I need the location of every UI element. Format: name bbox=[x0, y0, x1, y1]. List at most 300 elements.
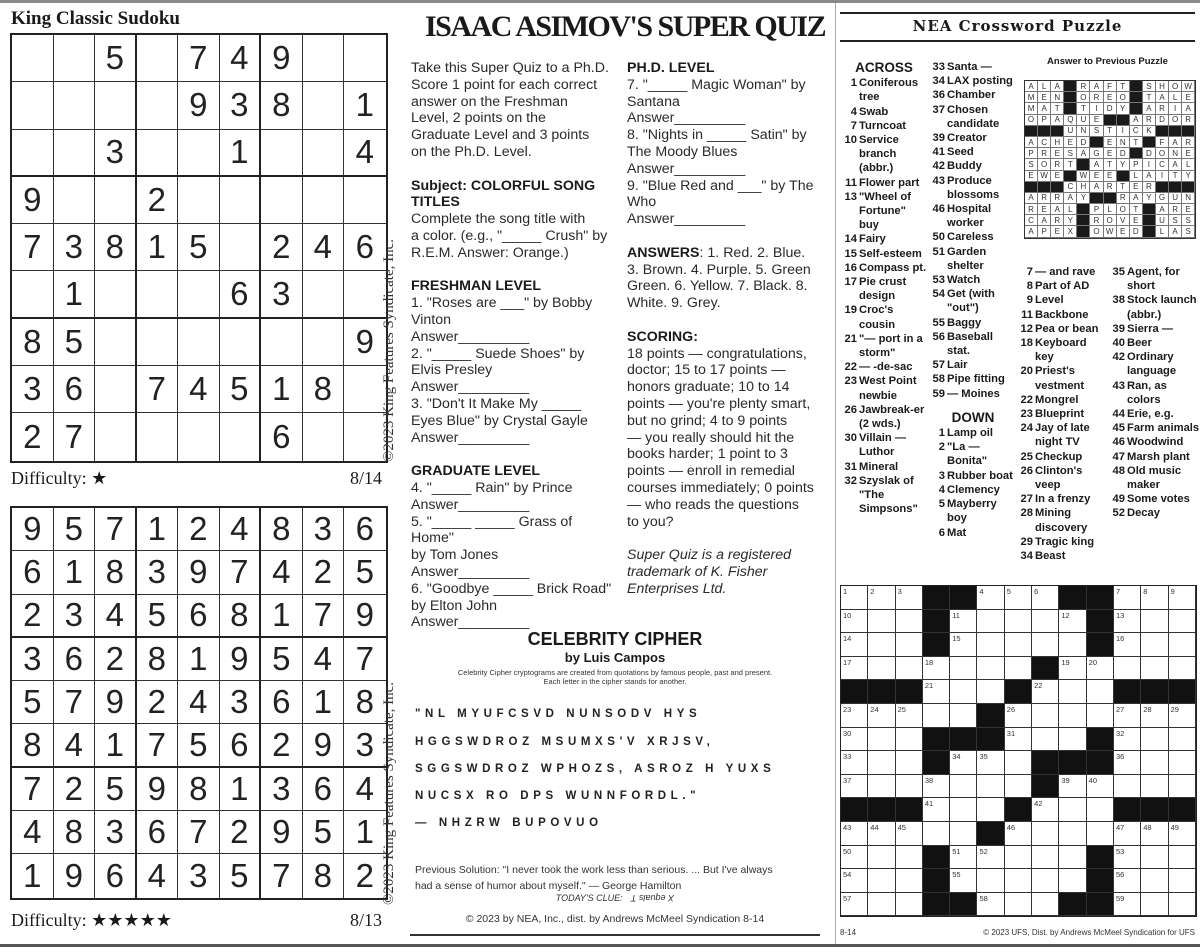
prev-letter-cell: M bbox=[1025, 103, 1038, 114]
crossword-cell[interactable] bbox=[1141, 704, 1168, 728]
prev-letter-cell: G bbox=[1156, 193, 1169, 204]
crossword-cell[interactable] bbox=[1059, 775, 1086, 799]
crossword-cell[interactable] bbox=[1005, 751, 1032, 775]
crossword-cell[interactable] bbox=[1169, 822, 1196, 846]
phd-line: Answer_________ bbox=[627, 110, 746, 127]
clue-text: Backbone bbox=[1035, 308, 1089, 321]
crossword-cell[interactable] bbox=[1005, 704, 1032, 728]
prev-letter-cell: E bbox=[1038, 92, 1051, 103]
crossword-cell[interactable] bbox=[1114, 822, 1141, 846]
freshman-line: Answer_________ bbox=[411, 429, 530, 446]
sudoku-solution-cell: 5 bbox=[220, 854, 262, 897]
clue-number: 34 bbox=[932, 75, 945, 88]
crossword-cell[interactable] bbox=[868, 751, 895, 775]
clue-text: West Point newbie bbox=[859, 375, 917, 402]
crossword-cell[interactable] bbox=[1114, 751, 1141, 775]
clue-text: Szyslak of "The Simpsons" bbox=[859, 474, 918, 516]
crossword-cell[interactable] bbox=[1169, 893, 1196, 917]
sudoku-solution-cell: 7 bbox=[12, 768, 54, 811]
crossword-cell[interactable] bbox=[977, 586, 1004, 610]
clue-text: Tragic king bbox=[1035, 535, 1095, 548]
crossword-cell[interactable] bbox=[1005, 846, 1032, 870]
crossword-cell[interactable] bbox=[1087, 798, 1114, 822]
scoring-line: but no grind; 4 to 9 points bbox=[627, 412, 788, 429]
sudoku-puzzle-cell bbox=[137, 271, 179, 318]
crossword-cell[interactable] bbox=[1005, 586, 1032, 610]
crossword-cell[interactable] bbox=[1169, 704, 1196, 728]
prev-letter-cell: Q bbox=[1064, 115, 1077, 126]
across-clue bbox=[928, 273, 1018, 287]
sudoku-solution-cell: 7 bbox=[303, 595, 345, 638]
clue-text: Hospital worker bbox=[947, 203, 992, 230]
crossword-cell[interactable] bbox=[1141, 633, 1168, 657]
crossword-cell[interactable] bbox=[841, 751, 868, 775]
crossword-cell[interactable] bbox=[896, 586, 923, 610]
sudoku-puzzle-cell: 7 bbox=[137, 366, 179, 413]
sudoku-solution-cell: 2 bbox=[303, 551, 345, 594]
clue-number: 12 bbox=[1020, 322, 1033, 335]
crossword-cell[interactable] bbox=[1059, 610, 1086, 634]
scoring-line: — who reads the questions bbox=[627, 496, 799, 513]
crossword-cell[interactable] bbox=[1005, 728, 1032, 752]
clue-text: Part of AD bbox=[1035, 280, 1090, 293]
crossword-cell[interactable] bbox=[896, 610, 923, 634]
crossword-cell[interactable] bbox=[1114, 610, 1141, 634]
prev-letter-cell: S bbox=[1143, 81, 1156, 92]
sudoku-solution-cell: 7 bbox=[54, 681, 96, 724]
prev-letter-cell: Y bbox=[1117, 159, 1130, 170]
sudoku-solution-cell: 4 bbox=[12, 811, 54, 854]
quiz-intro-line: answer on the Freshman bbox=[411, 93, 568, 110]
crossword-black-cell bbox=[1114, 680, 1141, 704]
crossword-cell[interactable] bbox=[977, 633, 1004, 657]
crossword-cell[interactable] bbox=[841, 893, 868, 917]
prev-black-cell bbox=[1064, 103, 1077, 114]
prev-letter-cell: E bbox=[1104, 171, 1117, 182]
sudoku-puzzle-cell: 6 bbox=[54, 366, 96, 413]
prev-black-cell bbox=[1038, 126, 1051, 137]
crossword-cell[interactable] bbox=[1032, 893, 1059, 917]
crossword-cell[interactable] bbox=[923, 775, 950, 799]
clue-number: 31 bbox=[844, 460, 857, 473]
prev-letter-cell: L bbox=[1169, 92, 1182, 103]
crossword-cell[interactable] bbox=[896, 893, 923, 917]
crossword-cell[interactable] bbox=[841, 586, 868, 610]
crossword-cell[interactable] bbox=[1114, 869, 1141, 893]
crossword-cell[interactable] bbox=[868, 869, 895, 893]
clue-text: Seed bbox=[947, 146, 974, 159]
clue-number: 1 bbox=[938, 427, 945, 440]
crossword-black-cell bbox=[1114, 798, 1141, 822]
freshman-line: 1. "Roses are ___" by Bobby bbox=[411, 295, 593, 312]
crossword-cell[interactable] bbox=[896, 657, 923, 681]
sudoku-puzzle-cell: 4 bbox=[220, 35, 262, 82]
prev-letter-cell: E bbox=[1104, 137, 1117, 148]
crossword-cell[interactable] bbox=[1087, 704, 1114, 728]
crossword-cell[interactable] bbox=[1005, 657, 1032, 681]
quiz-subject-line: Complete the song title with bbox=[411, 211, 586, 228]
prev-letter-cell: A bbox=[1077, 148, 1090, 159]
crossword-cell[interactable] bbox=[868, 633, 895, 657]
crossword-cell[interactable] bbox=[868, 893, 895, 917]
clue-number: 50 bbox=[932, 231, 945, 244]
crossword-cell-number: 13 bbox=[1115, 610, 1125, 620]
crossword-cell[interactable] bbox=[1005, 610, 1032, 634]
sudoku-puzzle-cell: 9 bbox=[12, 177, 54, 224]
prev-black-cell bbox=[1143, 226, 1156, 237]
crossword-cell-number: 10 bbox=[843, 610, 852, 620]
across-clue bbox=[840, 232, 928, 246]
crossword-cell[interactable] bbox=[1169, 728, 1196, 752]
crossword-cell[interactable] bbox=[1169, 751, 1196, 775]
crossword-cell[interactable] bbox=[1059, 798, 1086, 822]
crossword-cell[interactable] bbox=[896, 775, 923, 799]
crossword-cell[interactable] bbox=[1114, 775, 1141, 799]
sudoku-solution-cell: 1 bbox=[220, 768, 262, 811]
prev-black-cell bbox=[1182, 126, 1195, 137]
crossword-cell[interactable] bbox=[1141, 610, 1168, 634]
crossword-cell[interactable] bbox=[896, 822, 923, 846]
crossword-black-cell bbox=[841, 798, 868, 822]
crossword-cell[interactable] bbox=[1059, 657, 1086, 681]
crossword-cell[interactable] bbox=[1032, 680, 1059, 704]
sudoku-puzzle-cell bbox=[344, 271, 386, 318]
crossword-cell[interactable] bbox=[1087, 775, 1114, 799]
sudoku-puzzle-cell bbox=[261, 130, 303, 177]
prev-letter-cell: E bbox=[1130, 215, 1143, 226]
crossword-cell[interactable] bbox=[977, 751, 1004, 775]
crossword-cell[interactable] bbox=[1005, 893, 1032, 917]
clue-text: Buddy bbox=[947, 160, 982, 173]
clue-text: Decay bbox=[1127, 507, 1160, 520]
crossword-cell[interactable] bbox=[1059, 869, 1086, 893]
clue-text: Keyboard key bbox=[1035, 337, 1087, 364]
crossword-cell[interactable] bbox=[868, 586, 895, 610]
crossword-cell[interactable] bbox=[1059, 846, 1086, 870]
crossword-cell[interactable] bbox=[1059, 728, 1086, 752]
crossword-cell[interactable] bbox=[1032, 869, 1059, 893]
crossword-cell[interactable] bbox=[896, 751, 923, 775]
sudoku-solution-cell: 9 bbox=[344, 595, 386, 638]
crossword-cell[interactable] bbox=[896, 704, 923, 728]
sudoku-solution-cell: 3 bbox=[344, 724, 386, 767]
clue-number: 46 bbox=[932, 203, 945, 216]
clue-text: Jay of late night TV bbox=[1035, 422, 1090, 449]
sudoku-solution-cell: 6 bbox=[95, 854, 137, 897]
prev-letter-cell: T bbox=[1169, 171, 1182, 182]
sudoku-solution-cell: 6 bbox=[261, 681, 303, 724]
prev-letter-cell: A bbox=[1143, 171, 1156, 182]
prev-letter-cell: T bbox=[1117, 81, 1130, 92]
prev-letter-cell: R bbox=[1117, 193, 1130, 204]
crossword-black-cell bbox=[1087, 869, 1114, 893]
cipher-line-1: "NL MYUFCSVD NUNSODV HYS bbox=[415, 708, 702, 720]
crossword-black-cell bbox=[977, 822, 1004, 846]
crossword-cell[interactable] bbox=[977, 846, 1004, 870]
crossword-cell[interactable] bbox=[923, 704, 950, 728]
clue-number: 38 bbox=[1112, 294, 1125, 307]
prev-letter-cell: A bbox=[1090, 182, 1103, 193]
crossword-cell-number: 59 bbox=[1115, 893, 1125, 903]
crossword-cell[interactable] bbox=[868, 610, 895, 634]
prev-letter-cell: E bbox=[1182, 204, 1195, 215]
crossword-cell[interactable] bbox=[1141, 775, 1168, 799]
crossword-cell[interactable] bbox=[841, 728, 868, 752]
crossword-cell[interactable] bbox=[923, 822, 950, 846]
down-clue bbox=[1016, 393, 1108, 407]
across-clue bbox=[928, 103, 1018, 131]
crossword-cell[interactable] bbox=[1087, 680, 1114, 704]
crossword-cell-number: 38 bbox=[924, 775, 934, 785]
across-clue bbox=[840, 133, 928, 176]
crossword-cell[interactable] bbox=[1169, 775, 1196, 799]
graduate-heading: GRADUATE LEVEL bbox=[411, 463, 541, 480]
crossword-cell[interactable] bbox=[896, 846, 923, 870]
crossword-cell[interactable] bbox=[841, 704, 868, 728]
prev-letter-cell: W bbox=[1104, 226, 1117, 237]
prev-letter-cell: O bbox=[1156, 148, 1169, 159]
down-clue bbox=[1016, 464, 1108, 492]
sudoku-puzzle-cell: 3 bbox=[12, 366, 54, 413]
crossword-cell-number: 48 bbox=[1143, 822, 1152, 832]
crossword-cell[interactable] bbox=[868, 704, 895, 728]
prev-letter-cell: R bbox=[1104, 182, 1117, 193]
clue-text: Turncoat bbox=[859, 119, 907, 132]
sudoku-solution-cell: 2 bbox=[12, 595, 54, 638]
crossword-cell[interactable] bbox=[1032, 610, 1059, 634]
clue-number: 11 bbox=[1021, 308, 1033, 321]
prev-letter-cell: U bbox=[1169, 193, 1182, 204]
crossword-cell[interactable] bbox=[841, 775, 868, 799]
crossword-cell[interactable] bbox=[1087, 657, 1114, 681]
sudoku-puzzle-cell: 4 bbox=[344, 130, 386, 177]
crossword-cell[interactable] bbox=[1169, 846, 1196, 870]
crossword-cell[interactable] bbox=[1114, 728, 1141, 752]
crossword-cell[interactable] bbox=[950, 869, 977, 893]
prev-black-cell bbox=[1156, 182, 1169, 193]
crossword-cell-number: 11 bbox=[952, 610, 960, 620]
crossword-cell[interactable] bbox=[1005, 633, 1032, 657]
crossword-cell[interactable] bbox=[1032, 798, 1059, 822]
sudoku-solution-cell: 4 bbox=[344, 768, 386, 811]
crossword-cell[interactable] bbox=[1141, 586, 1168, 610]
crossword-black-cell bbox=[1059, 751, 1086, 775]
crossword-cell[interactable] bbox=[896, 869, 923, 893]
across-clue bbox=[840, 474, 928, 517]
prev-black-cell bbox=[1051, 182, 1064, 193]
clue-text: Erie, e.g. bbox=[1127, 408, 1174, 421]
crossword-cell[interactable] bbox=[1059, 704, 1086, 728]
crossword-cell[interactable] bbox=[1114, 657, 1141, 681]
prev-letter-cell: A bbox=[1156, 92, 1169, 103]
sudoku-solution-cell: 5 bbox=[344, 551, 386, 594]
clue-number: 55 bbox=[932, 316, 945, 329]
crossword-cell[interactable] bbox=[977, 680, 1004, 704]
crossword-cell[interactable] bbox=[1114, 846, 1141, 870]
sudoku-solution-cell: 9 bbox=[220, 638, 262, 681]
crossword-cell[interactable] bbox=[1141, 657, 1168, 681]
sudoku-solution-cell: 8 bbox=[261, 508, 303, 551]
crossword-cell[interactable] bbox=[841, 610, 868, 634]
crossword-cell[interactable] bbox=[1032, 728, 1059, 752]
crossword-cell[interactable] bbox=[1169, 610, 1196, 634]
crossword-cell[interactable] bbox=[1032, 846, 1059, 870]
crossword-cell[interactable] bbox=[1141, 893, 1168, 917]
crossword-title-rule bbox=[840, 40, 1195, 42]
crossword-cell[interactable] bbox=[1141, 751, 1168, 775]
sudoku-solution-cell: 6 bbox=[303, 768, 345, 811]
crossword-cell-number: 34 bbox=[952, 752, 961, 762]
cipher-description-line: Each letter in the cipher stands for another. bbox=[543, 677, 687, 686]
across-clue bbox=[928, 131, 1018, 145]
down-clue bbox=[928, 483, 1018, 497]
quiz-answers bbox=[627, 245, 832, 312]
clue-number: 46 bbox=[1112, 436, 1125, 449]
clue-number: 7 bbox=[850, 119, 857, 132]
clue-text: "— port in a storm" bbox=[859, 332, 923, 360]
previous-answer-title: Answer to Previous Puzzle bbox=[1047, 56, 1168, 67]
crossword-cell[interactable] bbox=[950, 657, 977, 681]
sudoku-solution-cell: 5 bbox=[54, 508, 96, 551]
scoring-line: points — you're plenty smart, bbox=[627, 395, 811, 412]
crossword-cell[interactable] bbox=[1169, 633, 1196, 657]
crossword-cell[interactable] bbox=[1059, 633, 1086, 657]
clue-text: Pea or bean bbox=[1035, 322, 1099, 335]
clue-text: Ordinary language bbox=[1127, 351, 1177, 378]
crossword-cell[interactable] bbox=[1141, 822, 1168, 846]
crossword-cell[interactable] bbox=[977, 610, 1004, 634]
across-clue bbox=[840, 119, 928, 133]
crossword-cell[interactable] bbox=[950, 798, 977, 822]
crossword-title: NEA Crossword Puzzle bbox=[912, 17, 1123, 35]
prev-letter-cell: I bbox=[1090, 103, 1103, 114]
crossword-cell[interactable] bbox=[1114, 893, 1141, 917]
phd-heading: PH.D. LEVEL bbox=[627, 60, 715, 76]
crossword-cell[interactable] bbox=[950, 680, 977, 704]
crossword-cell[interactable] bbox=[1032, 586, 1059, 610]
crossword-cell[interactable] bbox=[923, 680, 950, 704]
prev-letter-cell: T bbox=[1104, 159, 1117, 170]
sudoku-puzzle-cell bbox=[178, 177, 220, 224]
crossword-cell[interactable] bbox=[1005, 822, 1032, 846]
crossword-cell[interactable] bbox=[950, 822, 977, 846]
sudoku-solution-cell: 6 bbox=[54, 638, 96, 681]
prev-letter-cell: A bbox=[1064, 193, 1077, 204]
clue-number: 14 bbox=[844, 233, 857, 246]
crossword-cell[interactable] bbox=[841, 657, 868, 681]
crossword-cell[interactable] bbox=[1059, 680, 1086, 704]
sudoku-puzzle-cell bbox=[54, 35, 96, 82]
crossword-cell[interactable] bbox=[1032, 822, 1059, 846]
crossword-cell[interactable] bbox=[923, 657, 950, 681]
crossword-cell[interactable] bbox=[841, 633, 868, 657]
across-clue bbox=[840, 332, 928, 360]
crossword-cell[interactable] bbox=[923, 798, 950, 822]
crossword-cell[interactable] bbox=[950, 633, 977, 657]
clue-text: Lamp oil bbox=[947, 427, 993, 440]
prev-letter-cell: R bbox=[1051, 193, 1064, 204]
clue-number: 57 bbox=[932, 359, 945, 372]
crossword-cell[interactable] bbox=[977, 775, 1004, 799]
clue-text: "La — Bonita" bbox=[947, 441, 988, 468]
crossword-black-cell bbox=[1087, 586, 1114, 610]
crossword-cell[interactable] bbox=[977, 869, 1004, 893]
crossword-cell[interactable] bbox=[1169, 657, 1196, 681]
clue-number: 27 bbox=[1020, 493, 1033, 506]
crossword-cell[interactable] bbox=[1032, 704, 1059, 728]
clue-number: 44 bbox=[1112, 408, 1125, 421]
crossword-cell[interactable] bbox=[1114, 586, 1141, 610]
prev-letter-cell: U bbox=[1156, 215, 1169, 226]
crossword-cell[interactable] bbox=[841, 846, 868, 870]
sudoku-puzzle-cell bbox=[220, 177, 262, 224]
crossword-cell[interactable] bbox=[950, 704, 977, 728]
cipher-todays-clue bbox=[405, 893, 825, 903]
crossword-cell[interactable] bbox=[977, 893, 1004, 917]
crossword-cell[interactable] bbox=[1087, 822, 1114, 846]
crossword-cell[interactable] bbox=[950, 751, 977, 775]
crossword-cell[interactable] bbox=[841, 869, 868, 893]
prev-letter-cell: N bbox=[1117, 137, 1130, 148]
crossword-cell[interactable] bbox=[950, 846, 977, 870]
clue-number: 4 bbox=[850, 105, 857, 118]
crossword-cell[interactable] bbox=[1114, 704, 1141, 728]
crossword-cell[interactable] bbox=[868, 822, 895, 846]
crossword-cell[interactable] bbox=[977, 657, 1004, 681]
crossword-cell[interactable] bbox=[1032, 633, 1059, 657]
quiz-right-column bbox=[627, 60, 832, 598]
crossword-cell[interactable] bbox=[1169, 869, 1196, 893]
sudoku-solution-cell: 5 bbox=[12, 681, 54, 724]
prev-letter-cell: A bbox=[1156, 204, 1169, 215]
sudoku-puzzle-cell bbox=[344, 177, 386, 224]
clue-number: 20 bbox=[1020, 365, 1033, 378]
crossword-cell[interactable] bbox=[1114, 633, 1141, 657]
crossword-cell[interactable] bbox=[1141, 869, 1168, 893]
clue-text: Ran, as colors bbox=[1127, 379, 1167, 406]
crossword-cell[interactable] bbox=[1169, 586, 1196, 610]
crossword-cell-number: 17 bbox=[843, 657, 852, 667]
crossword-cell[interactable] bbox=[868, 775, 895, 799]
crossword-cell[interactable] bbox=[896, 633, 923, 657]
crossword-cell[interactable] bbox=[1141, 728, 1168, 752]
crossword-cell[interactable] bbox=[896, 728, 923, 752]
clue-number: 23 bbox=[844, 375, 857, 388]
sudoku-puzzle-cell: 1 bbox=[220, 130, 262, 177]
crossword-cell[interactable] bbox=[950, 610, 977, 634]
crossword-cell-number: 9 bbox=[1170, 587, 1175, 596]
prev-letter-cell: A bbox=[1025, 81, 1038, 92]
down-clue bbox=[1016, 265, 1108, 279]
crossword-cell[interactable] bbox=[1059, 822, 1086, 846]
prev-letter-cell: E bbox=[1182, 148, 1195, 159]
scoring-line: books harder; 1 point to 3 bbox=[627, 446, 788, 463]
crossword-cell[interactable] bbox=[1005, 869, 1032, 893]
crossword-cell[interactable] bbox=[950, 775, 977, 799]
crossword-cell[interactable] bbox=[868, 846, 895, 870]
crossword-cell[interactable] bbox=[1005, 775, 1032, 799]
crossword-cell[interactable] bbox=[868, 657, 895, 681]
crossword-cell[interactable] bbox=[977, 798, 1004, 822]
crossword-cell[interactable] bbox=[1141, 846, 1168, 870]
sudoku-solution-cell: 9 bbox=[54, 854, 96, 897]
clue-number: 47 bbox=[1112, 450, 1125, 463]
prev-letter-cell: R bbox=[1038, 148, 1051, 159]
crossword-cell[interactable] bbox=[868, 728, 895, 752]
sudoku-puzzle-cell: 3 bbox=[261, 271, 303, 318]
sudoku-puzzle-cell bbox=[303, 319, 345, 366]
crossword-cell[interactable] bbox=[841, 822, 868, 846]
